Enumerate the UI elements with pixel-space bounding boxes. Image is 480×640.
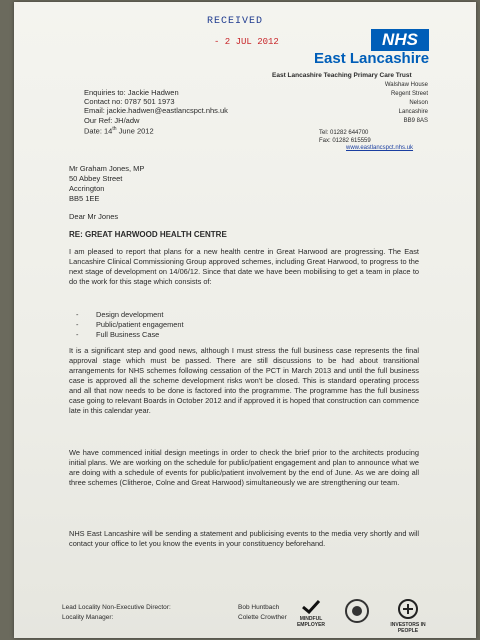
accreditation-seal-icon [342,598,372,626]
bullet-list [76,310,184,340]
recipient-line: BB5 1EE [69,194,100,203]
recipient-line: Mr Graham Jones, MP [69,164,145,173]
iip-circle-icon [397,598,419,620]
org-address [308,81,428,126]
bullet-item: - Public/patient engagement [76,320,184,329]
org-website-link[interactable]: www.eastlancspct.nhs.uk [346,145,414,151]
address-line: Regent Street [390,91,428,97]
org-tel: Tel: 01282 644700 [319,130,369,136]
received-stamp: RECEIVED [207,16,264,27]
subject-line: RE: GREAT HARWOOD HEALTH CENTRE [69,230,227,239]
org-fax: Fax: 01282 615559 [319,138,371,144]
body-paragraph: I am pleased to report that plans for a new health centre in Great Harwood are progressing. The East Lancashire Clinical Commissioning Group approved schemes, including Great Harwood, to progress to the next stage of development on 14/06/12. Since that date we have been mobilising to get a team in place to do the work for this stage which consists of: [69,247,419,286]
investors-in-people-logo: INVESTORS IN PEOPLE [380,598,436,634]
lead-director-label: Lead Locality Non-Executive Director: [62,604,171,611]
address-line: Walshaw House [384,82,428,88]
locality-manager-label: Locality Manager: [62,614,114,621]
nhs-logo: NHS [371,29,429,51]
recipient-line: Accrington [69,184,105,193]
locality-manager-name: Colette Crowther [238,614,287,621]
address-line: Lancashire [398,109,428,115]
date-line: Date: 14th June 2012 [84,125,154,136]
address-line: BB9 8AS [403,118,428,124]
recipient-address [69,164,144,204]
bullet-item: - Design development [76,310,164,319]
org-name: East Lancashire [314,50,430,67]
lead-director-name: Bob Huntbach [238,604,280,611]
org-contact [319,129,371,145]
letter-page [14,2,476,638]
recipient-line: 50 Abbey Street [69,174,123,183]
sender-block [84,88,228,136]
email-line: Email: jackie.hadwen@eastlancspct.nhs.uk [84,106,228,116]
mindful-employer-logo: MINDFUL EMPLOYER [289,600,333,628]
body-paragraph: We have commenced initial design meetings in order to check the brief prior to the architects producing initial plans. We are working on the schedule for public/patient engagement and plan to announce what we are doing with a schedule of events for public/patient involvement by the end of June. As we are doing all three schemes (Clitheroe, Colne and Great Harwood) simultaneously we are strengthening our team. [69,448,419,487]
salutation: Dear Mr Jones [69,212,119,221]
trust-name: East Lancashire Teaching Primary Care Trust [272,72,412,79]
enquiries-line: Enquiries to: Jackie Hadwen [84,88,179,97]
footer-labels [62,603,171,623]
address-line: Nelson [409,100,428,106]
reference-line: Our Ref: JH/adw [84,115,140,125]
contact-line: Contact no: 0787 501 1973 [84,97,175,107]
bullet-item: - Full Business Case [76,330,160,339]
tick-icon [301,600,321,614]
body-paragraph: It is a significant step and good news, although I must stress the full business case represents the final approval stage which must be passed. There are still discussions to be had about transitional arrangements for NHS schemes following cessation of the PCT in March 2013 and until the full business case is approved all the scheme development risks won't be closed. This is standard operating process and all that now needs to be done is factored into the programme. The programme has the full business case going to relevant Boards in October 2012 and if approved it is hoped that construction can commence late in this calendar year. [69,346,419,415]
body-paragraph: NHS East Lancashire will be sending a statement and publicising events to the media very shortly and will contact your office to let you know the events in your constituency beforehand. [69,529,419,548]
footer-names [238,603,287,623]
received-date: - 2 JUL 2012 [214,37,279,47]
